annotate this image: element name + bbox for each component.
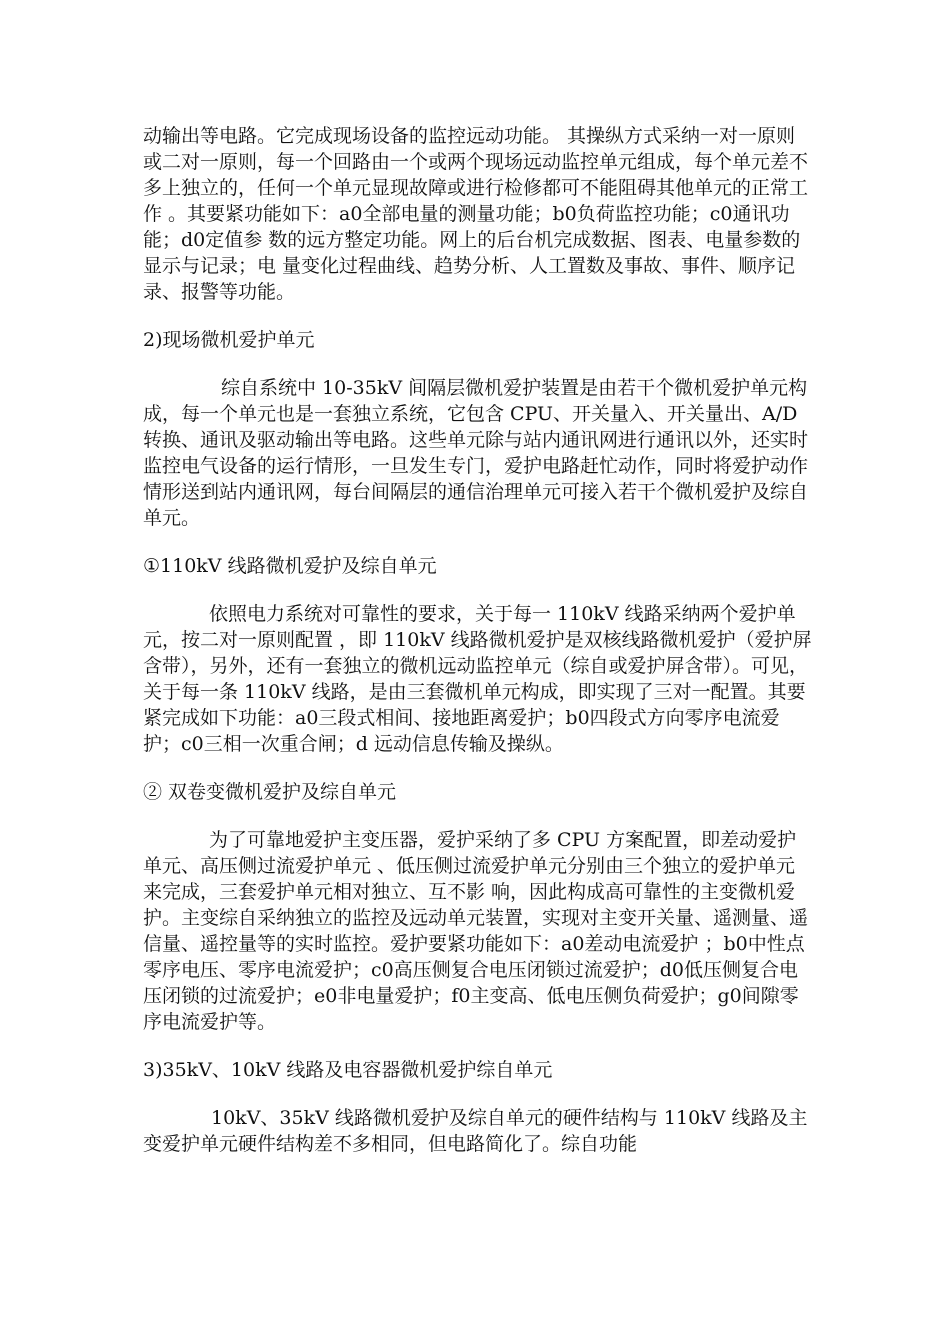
subsection-heading: ② 双卷变微机爱护及综自单元: [143, 781, 397, 803]
body-paragraph: 10kV、35kV 线路微机爱护及综自单元的硬件结构与 110kV 线路及主变爱护单元硬件结构差不多相同，但电路简化了。综自功能: [143, 1107, 808, 1155]
document-page: [143, 123, 813, 1157]
body-paragraph: 依照电力系统对可靠性的要求，关于每一 110kV 线路采纳两个爱护单元，按二对一原则配置 ，即 110kV 线路微机爱护是双核线路微机爱护（爱护屏含带），另外，还有一套独立的微机远动监控单元（综自或爱护屏含带）。可见，关于每一条 110kV 线路，是由三套微机单元构成，即实现了三对一配置。其要紧完成如下功能：a0三段式相间、接地距离爱护；b0四段式方向零序电流爱护；c0三相一次重合闸；d 远动信息传输及操纵。: [143, 603, 812, 755]
body-paragraph: 动输出等电路。它完成现场设备的监控远动功能。 其操纵方式采纳一对一原则或二对一原则，每一个回路由一个或两个现场远动监控单元组成，每个单元差不多上独立的，任何一个单元显现故障或进行检修都可不能阻碍其他单元的正常工作 。其要紧功能如下：a0全部电量的测量功能；b0负荷监控功能；c0通讯功能；d0定值参 数的远方整定功能。网上的后台机完成数据、图表、电量参数的显示与记录；电 量变化过程曲线、趋势分析、人工置数及事故、事件、顺序记录、报警等功能。: [143, 125, 809, 303]
section-heading: 2)现场微机爱护单元: [143, 329, 315, 351]
section-heading: 3)35kV、10kV 线路及电容器微机爱护综自单元: [143, 1059, 553, 1081]
subsection-heading: ①110kV 线路微机爱护及综自单元: [143, 555, 437, 577]
body-paragraph: 为了可靠地爱护主变压器，爱护采纳了多 CPU 方案配置，即差动爱护单元、高压侧过流爱护单元 、低压侧过流爱护单元分别由三个独立的爱护单元来完成，三套爱护单元相对独立、互不影 响，因此构成高可靠性的主变微机爱护。主变综自采纳独立的监控及远动单元装置，实现对主变开关量、遥测量、遥信量、遥控量等的实时监控。爱护要紧功能如下：a0差动电流爱护 ；b0中性点零序电压、零序电流爱护；c0高压侧复合电压闭锁过流爱护；d0低压侧复合电压闭锁的过流爱护；e0非电量爱护；f0主变高、低电压侧负荷爱护；g0间隙零序电流爱护等。: [143, 829, 809, 1033]
body-paragraph: 综自系统中 10-35kV 间隔层微机爱护装置是由若干个微机爱护单元构成，每一个单元也是一套独立系统，它包含 CPU、开关量入、开关量出、A/D 转换、通讯及驱动输出等电路。这些单元除与站内通讯网进行通讯以外，还实时监控电气设备的运行情形，一旦发生专门，爱护电路赶忙动作，同时将爱护动作情形送到站内通讯网，每台间隔层的通信治理单元可接入若干个微机爱护及综自单元。: [143, 377, 809, 529]
